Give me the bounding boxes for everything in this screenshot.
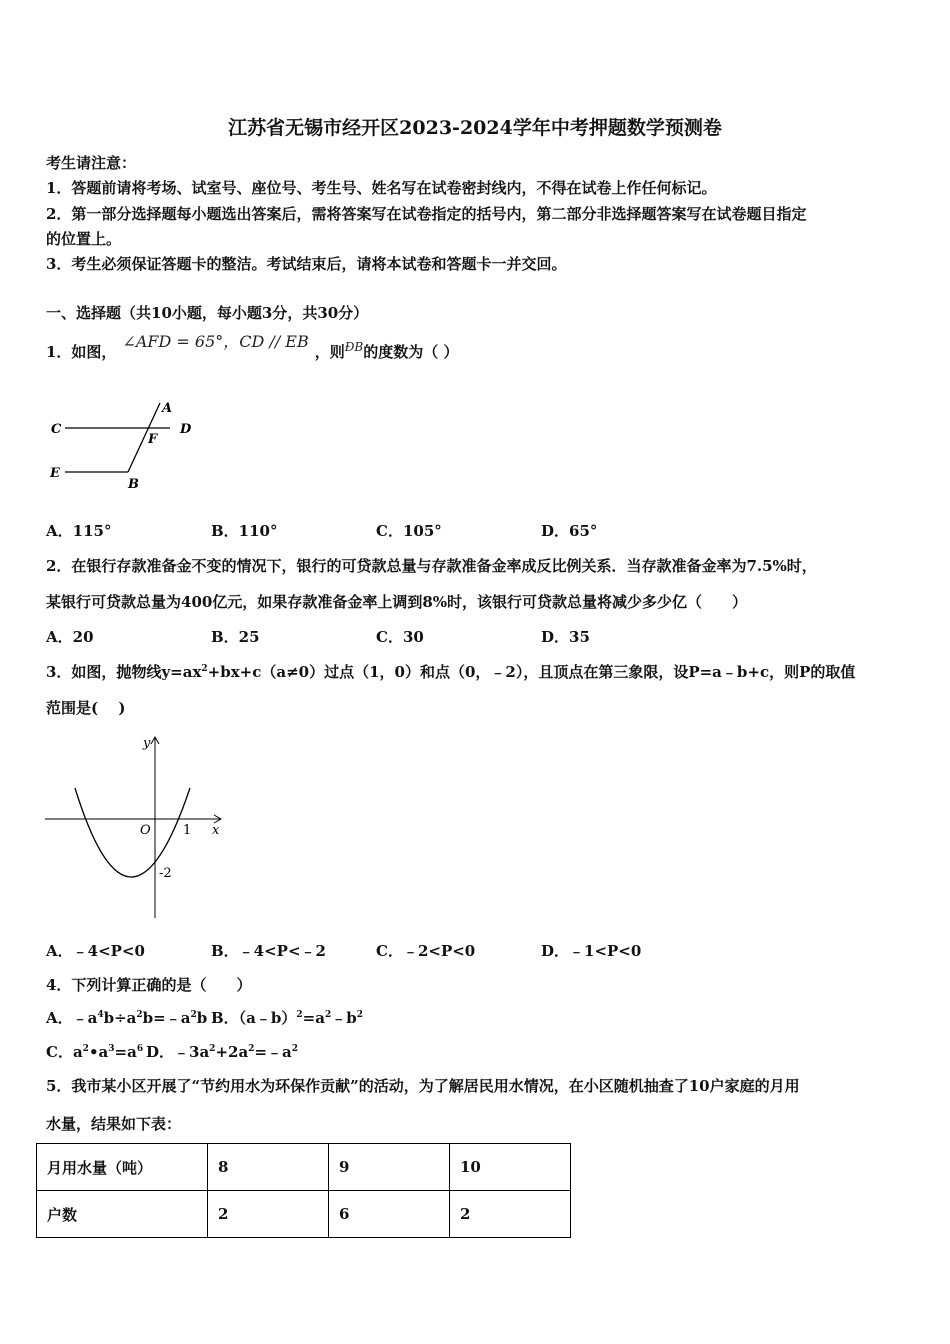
- q4a-part4: b: [196, 1009, 208, 1027]
- q1-figure: [40, 395, 210, 500]
- origin-label: O: [140, 823, 151, 838]
- q4-stem: 4．下列计算正确的是（ ）: [46, 976, 252, 994]
- q2-stem-line1: 2．在银行存款准备金不变的情况下，银行的可贷款总量与存款准备金率成反比例关系．当存款准备金率为7.5%时，: [46, 557, 817, 575]
- q4b-exp2: 2: [324, 1010, 332, 1020]
- label-e: E: [50, 466, 60, 481]
- q1-prefix: 1．如图，: [46, 343, 117, 361]
- q1-middle: ，则: [314, 343, 345, 361]
- q4b-exp3: 2: [356, 1010, 363, 1020]
- q4d-part1: D．﹣3a: [146, 1043, 210, 1061]
- q4c-exp1: 2: [82, 1044, 89, 1054]
- q4c-part2: •a: [88, 1043, 109, 1061]
- section-heading: 一、选择题（共10小题，每小题3分，共30分）: [46, 304, 369, 322]
- q3-option-b[interactable]: B．﹣4<P<﹣2: [211, 942, 326, 960]
- q3-stem-line1: [46, 661, 855, 682]
- y-intercept-label: -2: [159, 866, 172, 881]
- table-cell: 10: [450, 1144, 571, 1191]
- q4b-part1: B．（a﹣b）: [211, 1009, 297, 1027]
- table-cell: 2: [208, 1191, 329, 1238]
- q4d-exp1: 2: [209, 1044, 216, 1054]
- q4b-part2: =a: [302, 1009, 325, 1027]
- q4-option-b[interactable]: [211, 1007, 363, 1028]
- q4a-exp1: 4: [97, 1010, 104, 1020]
- q4-option-a[interactable]: [46, 1007, 207, 1028]
- q1-formula: ∠AFD = 65°，CD // EB: [122, 332, 309, 351]
- y-label: y: [143, 736, 151, 751]
- table-cell: 6: [329, 1191, 450, 1238]
- parabola-curve: [75, 788, 190, 877]
- q1-suffix: 的度数为（ ）: [363, 343, 459, 361]
- q4-option-d[interactable]: [146, 1041, 298, 1062]
- q3-stem-sup: 2: [201, 664, 208, 674]
- q5-stem-line2: 水量，结果如下表：: [46, 1115, 182, 1133]
- q3-graph: [40, 730, 240, 925]
- q4c-exp2: 3: [108, 1044, 115, 1054]
- notice-item-3: 3．考生必须保证答题卡的整洁。考试结束后，请将本试卷和答题卡一并交回。: [46, 255, 567, 273]
- q3-stem-part2: +bx+c（a≠0）过点（1，0）和点（0，﹣2），且顶点在第三象限，设P=a﹣b+c，则P的取值: [207, 663, 856, 681]
- q5-stem-line1: 5．我市某小区开展了“节约用水为环保作贡献”的活动，为了解居民用水情况，在小区随机抽查了10户家庭的月用: [46, 1077, 800, 1095]
- notice-item-2: 2．第一部分选择题每小题选出答案后，需将答案写在试卷指定的括号内，第二部分非选择题答案写在试卷题目指定: [46, 205, 807, 223]
- q4d-part2: +2a: [215, 1043, 249, 1061]
- q2-option-a[interactable]: A．20: [46, 628, 94, 646]
- q4d-exp3: 2: [291, 1044, 298, 1054]
- q1-option-a[interactable]: A．115°: [46, 522, 112, 540]
- q2-option-b[interactable]: B．25: [211, 628, 260, 646]
- q4-option-c[interactable]: [46, 1041, 143, 1062]
- table-row: [37, 1191, 571, 1238]
- q4c-part1: C．a: [46, 1043, 83, 1061]
- table-cell: 户数: [37, 1191, 208, 1238]
- table-cell: 月用水量（吨）: [37, 1144, 208, 1191]
- notice-item-1: 1．答题前请将考场、试室号、座位号、考生号、姓名写在试卷密封线内，不得在试卷上作任何标记。: [46, 179, 717, 197]
- label-c: C: [51, 422, 62, 437]
- q4a-part1: A．﹣a: [46, 1009, 98, 1027]
- q1-option-d[interactable]: D．65°: [541, 522, 598, 540]
- q4b-part3: ﹣b: [331, 1009, 357, 1027]
- label-d: D: [180, 422, 192, 437]
- water-usage-table: [36, 1143, 571, 1238]
- q2-option-c[interactable]: C．30: [376, 628, 424, 646]
- page-title: 江苏省无锡市经开区2023-2024学年中考押题数学预测卷: [228, 117, 722, 139]
- q1-option-b[interactable]: B．110°: [211, 522, 278, 540]
- q4d-part3: =﹣a: [254, 1043, 292, 1061]
- q4a-part2: b÷a: [103, 1009, 137, 1027]
- q3-option-d[interactable]: D．﹣1<P<0: [541, 942, 642, 960]
- x-label: x: [212, 823, 220, 838]
- q2-option-d[interactable]: D．35: [541, 628, 590, 646]
- table-row: [37, 1144, 571, 1191]
- q2-stem-line2: 某银行可贷款总量为400亿元，如果存款准备金率上调到8%时，该银行可贷款总量将减少多少亿（ ）: [46, 593, 748, 611]
- table-cell: 8: [208, 1144, 329, 1191]
- q4b-exp1: 2: [296, 1010, 303, 1020]
- label-a: A: [162, 401, 173, 416]
- q1-stem: [46, 332, 459, 362]
- x-intercept-label: 1: [183, 823, 192, 838]
- q4a-part3: b=﹣a: [142, 1009, 191, 1027]
- q3-stem-part1: 3．如图，抛物线y=ax: [46, 663, 202, 681]
- q4c-part3: =a: [114, 1043, 137, 1061]
- q1-angle: ÐB: [344, 340, 364, 354]
- table-cell: 9: [329, 1144, 450, 1191]
- label-b: B: [128, 477, 139, 492]
- q3-stem-line2: 范围是( ): [46, 699, 126, 717]
- label-f: F: [148, 432, 158, 447]
- q1-option-c[interactable]: C．105°: [376, 522, 442, 540]
- q4d-exp2: 2: [248, 1044, 255, 1054]
- q4a-exp3: 2: [190, 1010, 197, 1020]
- notice-item-2-cont: 的位置上。: [46, 230, 122, 248]
- q4c-exp3: 6: [136, 1044, 144, 1054]
- q4a-exp2: 2: [136, 1010, 143, 1020]
- q3-option-a[interactable]: A．﹣4<P<0: [46, 942, 145, 960]
- q3-option-c[interactable]: C．﹣2<P<0: [376, 942, 476, 960]
- table-cell: 2: [450, 1191, 571, 1238]
- notice-heading: 考生请注意：: [46, 154, 137, 172]
